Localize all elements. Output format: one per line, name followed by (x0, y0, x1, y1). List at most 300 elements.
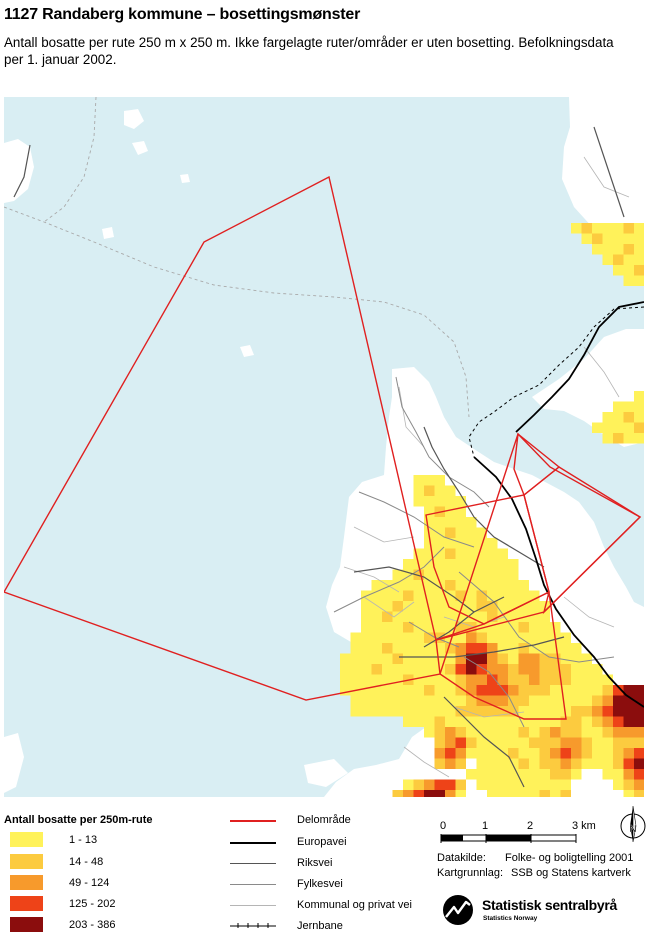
grid-cell (571, 654, 582, 665)
grid-cell (435, 517, 446, 528)
grid-cell (414, 675, 425, 686)
grid-cell (624, 759, 635, 770)
grid-cell (603, 685, 614, 696)
grid-cell (445, 570, 456, 581)
grid-cell (414, 780, 425, 791)
grid-cell (445, 738, 456, 749)
grid-cell (634, 402, 644, 413)
grid-cell (561, 769, 572, 780)
grid-cell (571, 738, 582, 749)
grid-cell (634, 412, 644, 423)
grid-cell (414, 496, 425, 507)
grid-cell (445, 549, 456, 560)
grid-cell (361, 675, 372, 686)
grid-cell (508, 780, 519, 791)
grid-cell (351, 633, 362, 644)
grid-cell (634, 748, 644, 759)
grid-cell (351, 643, 362, 654)
grid-cell (456, 675, 467, 686)
grid-cell (351, 696, 362, 707)
grid-cell (456, 654, 467, 665)
grid-cell (508, 580, 519, 591)
land-islet-4 (240, 345, 254, 357)
grid-cell (613, 412, 624, 423)
grid-cell (613, 727, 624, 738)
grid-cell (529, 675, 540, 686)
grid-cell (508, 685, 519, 696)
grid-cell (424, 654, 435, 665)
grid-cell (456, 738, 467, 749)
grid-cell (424, 486, 435, 497)
legend-label-2: 14 - 48 (69, 856, 104, 868)
grid-cell (529, 727, 540, 738)
grid-cell (414, 486, 425, 497)
grid-cell (445, 717, 456, 728)
grid-cell (487, 538, 498, 549)
grid-cell (361, 706, 372, 717)
grid-cell (403, 633, 414, 644)
grid-cell (634, 738, 644, 749)
grid-cell (414, 685, 425, 696)
grid-cell (393, 706, 404, 717)
grid-cell (550, 685, 561, 696)
grid-cell (445, 748, 456, 759)
grid-cell (435, 780, 446, 791)
grid-cell (424, 696, 435, 707)
grid-cell (613, 433, 624, 444)
legend-swatch-4 (10, 896, 43, 911)
grid-cell (634, 717, 644, 728)
grid-cell (529, 790, 540, 797)
grid-cell (571, 675, 582, 686)
legend-label-5: 203 - 386 (69, 919, 116, 931)
grid-cell (634, 759, 644, 770)
grid-cell (634, 780, 644, 791)
grid-cell (382, 633, 393, 644)
grid-cell (498, 727, 509, 738)
grid-cell (519, 748, 530, 759)
grid-cell (561, 643, 572, 654)
grid-cell (477, 559, 488, 570)
grid-cell (508, 570, 519, 581)
grid-cell (382, 664, 393, 675)
legend-swatch-2 (10, 854, 43, 869)
grid-cell (403, 580, 414, 591)
grid-cell (624, 790, 635, 797)
brand-name: Statistisk sentralbyrå (482, 897, 618, 913)
grid-cell (529, 664, 540, 675)
grid-cell (624, 706, 635, 717)
grid-cell (466, 685, 477, 696)
grid-cell (351, 654, 362, 665)
grid-cell (498, 790, 509, 797)
grid-cell (519, 706, 530, 717)
scale-tick-1: 1 (482, 820, 489, 832)
grid-cell (519, 759, 530, 770)
north-label: N (629, 824, 637, 835)
grid-cell (592, 696, 603, 707)
grid-cell (435, 696, 446, 707)
grid-cell (550, 717, 561, 728)
grid-cell (550, 706, 561, 717)
grid-cell (487, 664, 498, 675)
grid-cell (445, 517, 456, 528)
grid-cell (519, 780, 530, 791)
grid-cell (519, 654, 530, 665)
grid-cell (372, 612, 383, 623)
legend-label-delomrade: Delområde (297, 814, 351, 826)
grid-cell (603, 759, 614, 770)
grid-cell (529, 780, 540, 791)
grid-cell (540, 780, 551, 791)
grid-cell (624, 727, 635, 738)
grid-cell (445, 580, 456, 591)
grid-cell (445, 780, 456, 791)
grid-cell (529, 633, 540, 644)
grid-cell (529, 622, 540, 633)
grid-cell (582, 706, 593, 717)
grid-cell (613, 717, 624, 728)
grid-cell (582, 234, 593, 245)
grid-cell (340, 664, 351, 675)
grid-cell (403, 612, 414, 623)
grid-cell (361, 622, 372, 633)
grid-cell (382, 706, 393, 717)
grid-cell (592, 675, 603, 686)
grid-cell (393, 622, 404, 633)
land-islet-1 (124, 109, 144, 129)
grid-cell (529, 748, 540, 759)
grid-cell (519, 696, 530, 707)
grid-cell (498, 738, 509, 749)
grid-cell (445, 486, 456, 497)
grid-cell (498, 664, 509, 675)
grid-cell (624, 412, 635, 423)
grid-cell (456, 643, 467, 654)
grid-cell (634, 234, 644, 245)
grid-cell (529, 717, 540, 728)
grid-cell (372, 675, 383, 686)
grid-cell (613, 234, 624, 245)
grid-cell (477, 717, 488, 728)
grid-cell (550, 790, 561, 797)
grid-cell (613, 244, 624, 255)
grid-cell (487, 580, 498, 591)
grid-cell (634, 391, 644, 402)
grid-cell (634, 255, 644, 266)
grid-cell (477, 633, 488, 644)
grid-cell (435, 622, 446, 633)
grid-cell (487, 759, 498, 770)
grid-cell (498, 549, 509, 560)
grid-cell (540, 654, 551, 665)
source-base-label: Kartgrunnlag: (437, 867, 504, 879)
scale-tick-3: 3 km (572, 820, 596, 832)
grid-cell (477, 727, 488, 738)
grid-cell (403, 591, 414, 602)
grid-cell (466, 528, 477, 539)
grid-cell (435, 738, 446, 749)
scale-graphic (440, 834, 590, 846)
grid-cell (372, 643, 383, 654)
map-subtitle: Antall bosatte per rute 250 m x 250 m. Ikke fargelagte ruter/områder er uten bosetting. Befolkningsdata per 1. januar 2002. (4, 35, 614, 67)
grid-cell (403, 696, 414, 707)
grid-cell (540, 717, 551, 728)
grid-cell (498, 633, 509, 644)
grid-cell (603, 738, 614, 749)
grid-cell (508, 759, 519, 770)
grid-cell (498, 643, 509, 654)
legend-line-europavei (230, 842, 276, 844)
grid-cell (445, 528, 456, 539)
grid-cell (477, 654, 488, 665)
grid-cell (435, 612, 446, 623)
grid-cell (403, 790, 414, 797)
grid-cell (508, 654, 519, 665)
grid-cell (403, 654, 414, 665)
grid-cell (613, 769, 624, 780)
grid-cell (435, 727, 446, 738)
grid-cell (351, 664, 362, 675)
legend-line-riksvei (230, 863, 276, 864)
scale-tick-2: 2 (527, 820, 534, 832)
grid-cell (445, 685, 456, 696)
grid-cell (624, 423, 635, 434)
grid-cell (424, 496, 435, 507)
grid-cell (424, 475, 435, 486)
grid-cell (613, 748, 624, 759)
grid-cell (634, 685, 644, 696)
grid-cell (592, 727, 603, 738)
grid-cell (393, 591, 404, 602)
grid-cell (540, 769, 551, 780)
grid-cell (414, 664, 425, 675)
grid-cell (561, 790, 572, 797)
grid-cell (529, 654, 540, 665)
grid-cell (466, 643, 477, 654)
grid-cell (414, 790, 425, 797)
grid-cell (613, 265, 624, 276)
grid-cell (519, 591, 530, 602)
grid-cell (571, 727, 582, 738)
grid-cell (582, 727, 593, 738)
legend-label-kommunal: Kommunal og privat vei (297, 899, 412, 911)
grid-cell (435, 759, 446, 770)
source-data-label: Datakilde: (437, 852, 486, 864)
grid-cell (361, 664, 372, 675)
grid-cell (571, 769, 582, 780)
legend-title: Antall bosatte per 250m-rute (4, 814, 153, 826)
grid-cell (613, 780, 624, 791)
grid-cell (582, 675, 593, 686)
grid-cell (540, 685, 551, 696)
grid-cell (624, 265, 635, 276)
grid-cell (592, 748, 603, 759)
grid-cell (613, 255, 624, 266)
grid-cell (603, 234, 614, 245)
legend-label-jernbane: Jernbane (297, 920, 343, 932)
grid-cell (634, 276, 644, 287)
grid-cell (487, 769, 498, 780)
grid-cell (634, 433, 644, 444)
grid-cell (477, 685, 488, 696)
grid-cell (540, 622, 551, 633)
legend-line-fylkesvei (230, 884, 276, 885)
grid-cell (466, 664, 477, 675)
grid-cell (435, 748, 446, 759)
grid-cell (540, 664, 551, 675)
grid-cell (382, 643, 393, 654)
grid-cell (519, 622, 530, 633)
grid-cell (435, 559, 446, 570)
grid-cell (414, 612, 425, 623)
grid-cell (393, 633, 404, 644)
grid-cell (498, 570, 509, 581)
grid-cell (498, 696, 509, 707)
legend-line-jernbane (230, 920, 276, 928)
grid-cell (403, 559, 414, 570)
grid-cell (424, 717, 435, 728)
grid-cell (414, 654, 425, 665)
grid-cell (466, 738, 477, 749)
grid-cell (445, 507, 456, 518)
grid-cell (582, 685, 593, 696)
grid-cell (529, 685, 540, 696)
grid-cell (519, 664, 530, 675)
grid-cell (382, 696, 393, 707)
grid-cell (351, 706, 362, 717)
grid-cell (592, 717, 603, 728)
grid-cell (540, 759, 551, 770)
scale-tick-0: 0 (440, 820, 447, 832)
grid-cell (372, 696, 383, 707)
grid-cell (519, 738, 530, 749)
grid-cell (424, 780, 435, 791)
grid-cell (466, 769, 477, 780)
grid-cell (561, 748, 572, 759)
grid-cell (571, 706, 582, 717)
grid-cell (456, 727, 467, 738)
grid-cell (393, 664, 404, 675)
source-data-value: Folke- og boligtelling 2001 (505, 852, 634, 864)
grid-cell (634, 423, 644, 434)
grid-cell (361, 601, 372, 612)
grid-cell (487, 685, 498, 696)
grid-cell (340, 675, 351, 686)
grid-cell (445, 696, 456, 707)
grid-cell (634, 706, 644, 717)
grid-cell (571, 685, 582, 696)
grid-cell (487, 549, 498, 560)
grid-cell (445, 559, 456, 570)
grid-cell (550, 748, 561, 759)
grid-cell (613, 696, 624, 707)
grid-cell (477, 780, 488, 791)
grid-cell (414, 633, 425, 644)
grid-cell (372, 654, 383, 665)
grid-cell (529, 706, 540, 717)
grid-cell (550, 780, 561, 791)
grid-cell (456, 664, 467, 675)
grid-cell (519, 685, 530, 696)
map-canvas (4, 97, 644, 797)
grid-cell (456, 759, 467, 770)
grid-cell (435, 475, 446, 486)
grid-cell (624, 748, 635, 759)
grid-cell (435, 790, 446, 797)
grid-cell (466, 717, 477, 728)
grid-cell (634, 244, 644, 255)
grid-cell (361, 654, 372, 665)
grid-cell (477, 738, 488, 749)
grid-cell (582, 696, 593, 707)
grid-cell (508, 790, 519, 797)
grid-cell (477, 643, 488, 654)
grid-cell (508, 591, 519, 602)
legend-label-1: 1 - 13 (69, 834, 98, 846)
grid-cell (582, 717, 593, 728)
grid-cell (414, 717, 425, 728)
grid-cell (393, 696, 404, 707)
grid-cell (393, 643, 404, 654)
grid-cell (498, 559, 509, 570)
grid-cell (445, 727, 456, 738)
grid-cell (414, 475, 425, 486)
grid-cell (456, 517, 467, 528)
grid-cell (634, 790, 644, 797)
grid-cell (487, 790, 498, 797)
grid-cell (603, 433, 614, 444)
grid-cell (466, 549, 477, 560)
grid-cell (477, 769, 488, 780)
grid-cell (414, 706, 425, 717)
legend-label-4: 125 - 202 (69, 898, 116, 910)
grid-cell (540, 675, 551, 686)
grid-cell (466, 633, 477, 644)
grid-cell (361, 643, 372, 654)
grid-cell (624, 769, 635, 780)
grid-cell (582, 748, 593, 759)
grid-cell (561, 759, 572, 770)
grid-cell (519, 643, 530, 654)
grid-cell (435, 685, 446, 696)
grid-cell (340, 685, 351, 696)
grid-cell (414, 591, 425, 602)
grid-cell (592, 759, 603, 770)
grid-cell (466, 591, 477, 602)
grid-cell (498, 717, 509, 728)
grid-cell (393, 601, 404, 612)
grid-cell (550, 675, 561, 686)
grid-cell (508, 738, 519, 749)
grid-cell (624, 276, 635, 287)
grid-cell (424, 790, 435, 797)
grid-cell (435, 486, 446, 497)
legend-swatch-1 (10, 832, 43, 847)
grid-cell (508, 769, 519, 780)
grid-cell (613, 423, 624, 434)
grid-cell (498, 580, 509, 591)
map-title: 1127 Randaberg kommune – bosettingsmønster (4, 6, 361, 23)
grid-cell (603, 223, 614, 234)
grid-cell (372, 633, 383, 644)
grid-cell (487, 654, 498, 665)
grid-cell (571, 759, 582, 770)
grid-cell (508, 559, 519, 570)
land-islet-2 (132, 141, 148, 155)
grid-cell (550, 727, 561, 738)
grid-cell (393, 654, 404, 665)
